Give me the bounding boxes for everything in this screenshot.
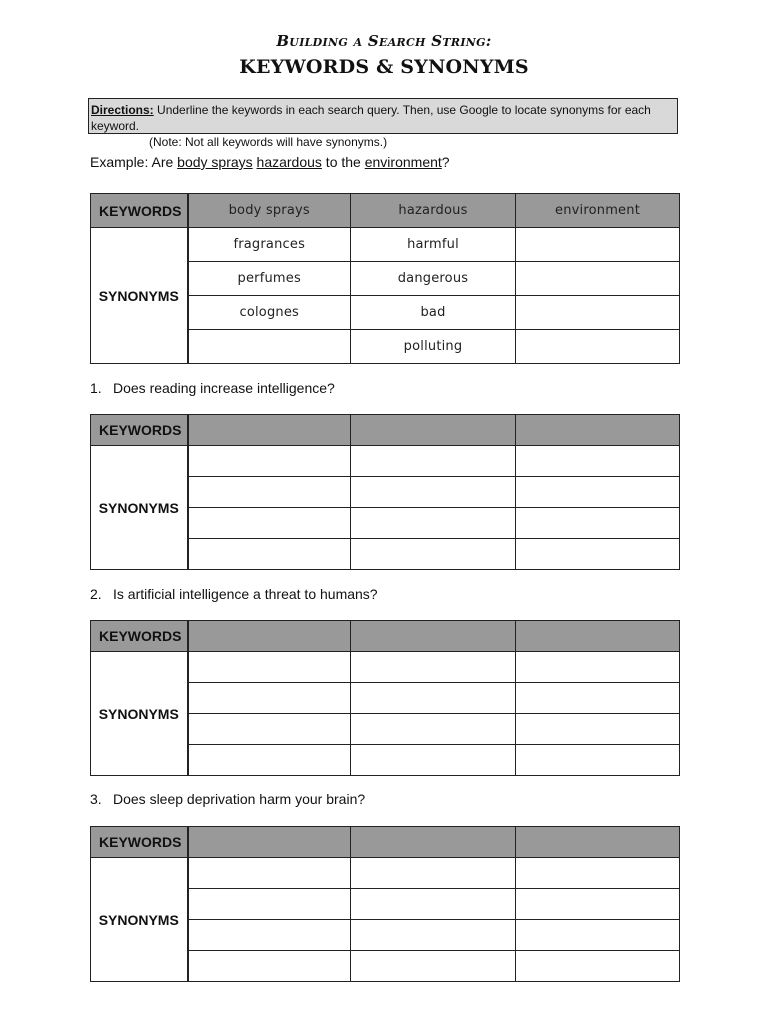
example-suffix: ? xyxy=(441,154,450,170)
question-number: 3. xyxy=(90,791,102,807)
synonym-cell[interactable] xyxy=(516,508,680,539)
synonyms-label: SYNONYMS xyxy=(91,652,188,776)
keywords-label: KEYWORDS xyxy=(91,621,188,652)
keyword-cell[interactable] xyxy=(516,621,680,652)
synonym-cell[interactable] xyxy=(516,477,680,508)
synonym-cell[interactable]: colognes xyxy=(188,296,351,330)
question-number: 1. xyxy=(90,380,102,396)
keyword-cell[interactable]: environment xyxy=(516,194,680,228)
keyword-cell[interactable] xyxy=(351,621,516,652)
keywords-label: KEYWORDS xyxy=(91,415,188,446)
synonyms-label: SYNONYMS xyxy=(91,858,188,982)
synonym-cell[interactable] xyxy=(188,920,351,951)
keyword-cell[interactable] xyxy=(188,827,351,858)
synonym-cell[interactable] xyxy=(188,508,351,539)
synonym-cell[interactable] xyxy=(188,539,351,570)
question-1 xyxy=(90,380,335,396)
keywords-row xyxy=(91,415,680,446)
synonym-cell[interactable] xyxy=(516,539,680,570)
synonyms-label: SYNONYMS xyxy=(91,228,188,364)
example-keyword-table xyxy=(90,193,680,364)
synonym-cell[interactable] xyxy=(351,951,516,982)
worksheet-subtitle: Building a Search String: xyxy=(276,32,492,50)
keywords-row xyxy=(91,194,680,228)
synonym-cell[interactable] xyxy=(188,652,351,683)
keywords-row xyxy=(91,621,680,652)
synonym-cell[interactable] xyxy=(516,920,680,951)
keyword-cell[interactable] xyxy=(188,621,351,652)
synonym-row xyxy=(91,652,680,683)
synonym-cell[interactable] xyxy=(516,889,680,920)
keyword-cell[interactable] xyxy=(516,415,680,446)
directions-box xyxy=(88,98,678,149)
example-keyword-3: environment xyxy=(364,154,442,170)
keyword-cell[interactable] xyxy=(516,827,680,858)
synonym-cell[interactable] xyxy=(516,858,680,889)
question-number: 2. xyxy=(90,586,102,602)
worksheet-title: KEYWORDS & SYNONYMS xyxy=(239,56,529,78)
synonym-cell[interactable] xyxy=(351,745,516,776)
question-2 xyxy=(90,586,378,602)
synonym-cell[interactable] xyxy=(516,652,680,683)
question-3 xyxy=(90,791,365,807)
synonym-cell[interactable] xyxy=(188,330,351,364)
synonym-cell[interactable] xyxy=(351,477,516,508)
synonym-cell[interactable] xyxy=(188,858,351,889)
synonym-cell[interactable] xyxy=(516,296,680,330)
keywords-label: KEYWORDS xyxy=(91,194,188,228)
directions-label: Directions: xyxy=(91,103,154,117)
directions-note: (Note: Not all keywords will have synonyms.) xyxy=(149,135,388,149)
keywords-row xyxy=(91,827,680,858)
synonym-cell[interactable]: perfumes xyxy=(188,262,351,296)
synonym-row xyxy=(91,228,680,262)
example-sentence xyxy=(90,154,450,170)
synonym-cell[interactable] xyxy=(188,446,351,477)
synonym-cell[interactable] xyxy=(516,714,680,745)
keyword-table-3 xyxy=(90,826,680,982)
synonym-cell[interactable] xyxy=(516,228,680,262)
keyword-cell[interactable] xyxy=(188,415,351,446)
keyword-cell[interactable] xyxy=(351,827,516,858)
synonym-cell[interactable]: dangerous xyxy=(351,262,516,296)
synonym-cell[interactable] xyxy=(351,858,516,889)
synonym-cell[interactable] xyxy=(188,889,351,920)
synonym-cell[interactable]: polluting xyxy=(351,330,516,364)
synonym-cell[interactable] xyxy=(351,446,516,477)
directions-text: Underline the keywords in each search query. Then, use Google to locate synonyms for each keyword. xyxy=(91,103,651,133)
synonym-cell[interactable] xyxy=(188,714,351,745)
synonym-cell[interactable] xyxy=(516,745,680,776)
synonyms-label: SYNONYMS xyxy=(91,446,188,570)
synonym-cell[interactable] xyxy=(351,683,516,714)
synonym-cell[interactable] xyxy=(351,714,516,745)
example-connector: to the xyxy=(321,154,365,170)
synonym-cell[interactable] xyxy=(516,262,680,296)
synonym-cell[interactable] xyxy=(188,951,351,982)
synonym-cell[interactable] xyxy=(516,330,680,364)
keywords-label: KEYWORDS xyxy=(91,827,188,858)
synonym-cell[interactable] xyxy=(351,652,516,683)
synonym-cell[interactable] xyxy=(351,539,516,570)
keyword-cell[interactable] xyxy=(351,415,516,446)
synonym-cell[interactable] xyxy=(516,446,680,477)
synonym-cell[interactable] xyxy=(351,508,516,539)
question-text: Does sleep deprivation harm your brain? xyxy=(113,791,366,807)
synonym-row xyxy=(91,858,680,889)
example-prefix: Example: Are xyxy=(90,154,178,170)
synonym-cell[interactable] xyxy=(351,920,516,951)
example-keyword-1: body sprays xyxy=(177,154,253,170)
synonym-cell[interactable] xyxy=(516,683,680,714)
keyword-cell[interactable]: body sprays xyxy=(188,194,351,228)
synonym-cell[interactable] xyxy=(351,889,516,920)
synonym-cell[interactable]: fragrances xyxy=(188,228,351,262)
synonym-cell[interactable] xyxy=(188,745,351,776)
synonym-cell[interactable]: bad xyxy=(351,296,516,330)
example-keyword-2: hazardous xyxy=(256,154,322,170)
keyword-table-2 xyxy=(90,620,680,776)
synonym-row xyxy=(91,446,680,477)
keyword-table-1 xyxy=(90,414,680,570)
question-text: Does reading increase intelligence? xyxy=(113,380,335,396)
synonym-cell[interactable] xyxy=(188,683,351,714)
synonym-cell[interactable] xyxy=(516,951,680,982)
synonym-cell[interactable]: harmful xyxy=(351,228,516,262)
keyword-cell[interactable]: hazardous xyxy=(351,194,516,228)
question-text: Is artificial intelligence a threat to humans? xyxy=(113,586,378,602)
synonym-cell[interactable] xyxy=(188,477,351,508)
